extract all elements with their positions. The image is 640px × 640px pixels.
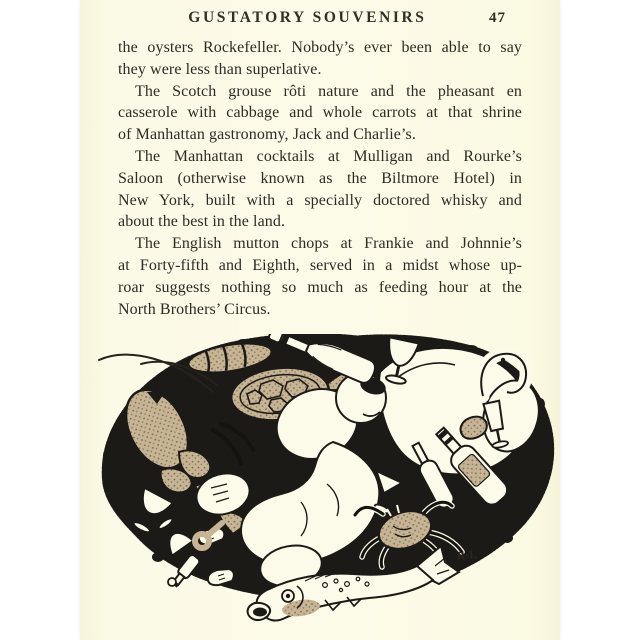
vignette-illustration-svg [95, 334, 555, 630]
text-line: roar suggests nothing so much as feeding hour at the [118, 278, 522, 296]
text-line: Saloon (otherwise known as the Biltmore Hotel) in [118, 169, 522, 187]
page [80, 0, 560, 640]
page-number: 47 [489, 10, 506, 26]
running-title: GUSTATORY SOUVENIRS [188, 9, 427, 26]
paragraph-2 [118, 81, 522, 146]
text-line: of Manhattan gastronomy, Jack and Charlie’s. [118, 126, 416, 144]
text-line: about the best in the land. [118, 213, 286, 231]
text-line: The Scotch grouse rôti nature and the pheasant en [135, 82, 522, 100]
paragraph-3 [118, 146, 522, 233]
body-text [118, 37, 522, 320]
paragraph-1 [118, 37, 522, 81]
sausage [461, 417, 487, 439]
vignette-illustration [95, 334, 555, 630]
page-header [118, 9, 521, 33]
fish-mouth [253, 608, 267, 617]
artist-signature: R·l. [456, 548, 478, 563]
text-line: the oysters Rockefeller. Nobody’s ever been able to say [118, 39, 522, 56]
text-line: they were less than superlative. [118, 60, 322, 78]
text-line: casserole with cabbage and whole carrots at that shrine [118, 104, 522, 122]
goose-eye [501, 358, 505, 362]
text-line: North Brothers’ Circus. [118, 300, 271, 318]
text-line: The English mutton chops at Frankie and Johnnie’s [135, 235, 522, 253]
paragraph-4 [118, 233, 522, 320]
cork-ring [168, 578, 176, 586]
text-line: at Forty-fifth and Eighth, served in a midst whose up- [118, 256, 522, 274]
text-line: New York, built with a specially doctored whisky and [118, 191, 522, 209]
text-line: The Manhattan cocktails at Mulligan and Rourke’s [135, 147, 522, 165]
